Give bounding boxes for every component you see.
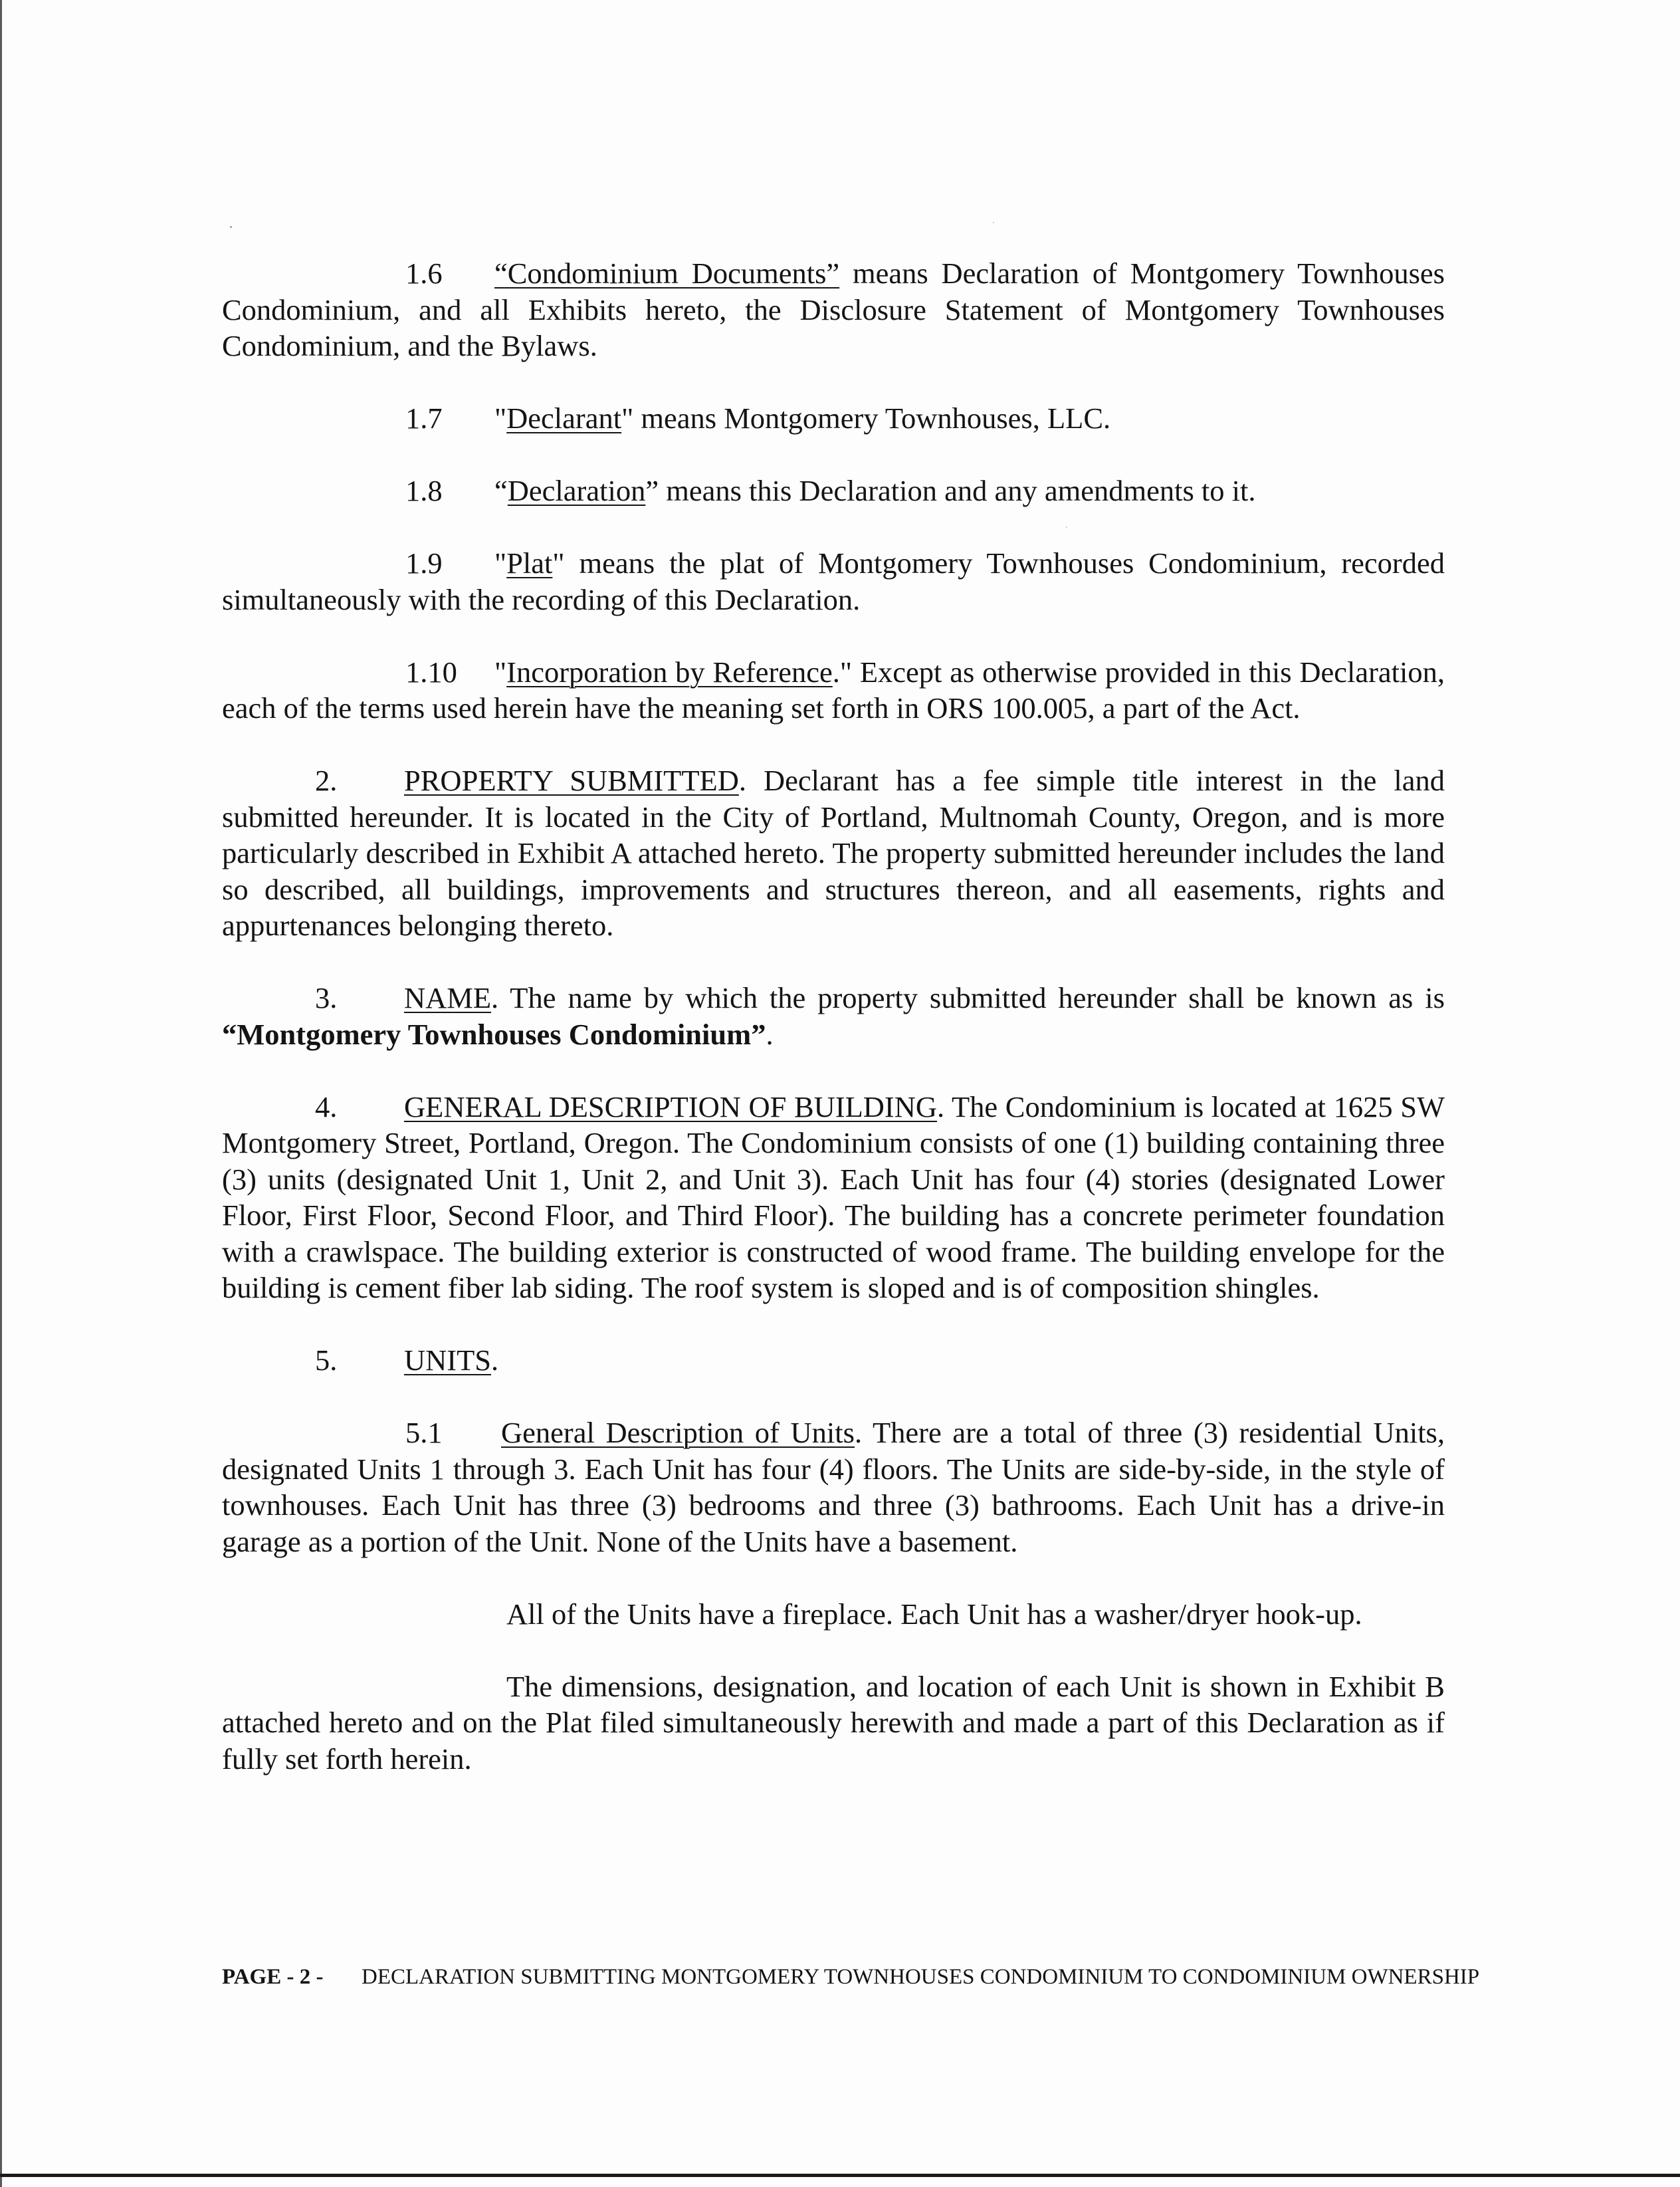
quote-mark: " [494,655,507,689]
section-text: . There are a total of three (3) residential Units, designated Units 1 through 3. Each Unit has four (4) floors. The Units are side-by-side, in the style of townhouses. Each Unit has three (3) bedrooms and three (3) bathrooms. Each Unit has a drive-in garage as a portion of the Unit. None of the Units have a basement. [222,1416,1445,1558]
section-text-end: . [766,1017,774,1051]
defined-term: Plat [506,546,553,580]
condominium-name: “Montgomery Townhouses Condominium” [222,1017,766,1051]
section-heading: UNITS [404,1343,492,1377]
section-text: " means Montgomery Townhouses, LLC. [621,402,1111,435]
scan-bottom-edge [0,2174,1680,2177]
section-3 [222,980,1445,1052]
section-heading: PROPERTY SUBMITTED [404,764,739,797]
defined-term: Incorporation by Reference [506,655,833,689]
defined-term: Declarant [506,402,622,435]
scan-speck [993,222,994,223]
footer-document-title: DECLARATION SUBMITTING MONTGOMERY TOWNHOUSES CONDOMINIUM TO CONDOMINIUM OWNERSHIP [362,1965,1480,1989]
quote-mark: “ [494,474,508,507]
section-number: 1.10 [405,655,457,689]
section-heading: General Description of Units [501,1416,855,1449]
section-5-1-para-3: The dimensions, designation, and location of each Unit is shown in Exhibit B attached hereto and on the Plat filed simultaneously herewith and made a part of this Declaration as if fully set forth herein. [222,1669,1445,1776]
section-1-10 [222,654,1445,727]
section-1-9 [222,545,1445,618]
section-number: 1.8 [405,474,443,507]
section-heading: NAME [404,981,492,1014]
page-number-label: PAGE - 2 - [222,1965,324,1989]
section-5-1 [222,1415,1445,1559]
section-number: 5.1 [405,1416,443,1449]
document-body [222,255,1445,1777]
section-1-6 [222,255,1445,364]
section-number: 4. [315,1090,338,1123]
section-number: 2. [315,764,338,797]
section-text: ." Except as otherwise provided in this Declaration, each of the terms used herein have the meaning set forth in ORS 100.005, a part of the Act. [222,655,1445,725]
section-text: . The name by which the property submitted hereunder shall be known as is [491,981,1445,1014]
section-number: 1.7 [405,402,443,435]
section-number: 1.6 [405,257,443,290]
section-number: 1.9 [405,546,443,580]
defined-term: “Condominium Documents” [494,257,840,290]
section-4 [222,1089,1445,1306]
section-text-end: . [491,1343,499,1377]
section-5 [222,1342,1445,1379]
section-1-8 [222,473,1445,509]
scan-speck [230,226,232,228]
section-text: . The Condominium is located at 1625 SW Montgomery Street, Portland, Oregon. The Condominium consists of one (1) building containing three (3) units (designated Unit 1, Unit 2, and Unit 3). Each Unit has four (4) stories (designated Lower Floor, First Floor, Second Floor, and Third Floor). The building has a concrete perimeter foundation with a crawlspace. The building exterior is constructed of wood frame. The building envelope for the building is cement fiber lab siding. The roof system is sloped and is of composition shingles. [222,1090,1445,1304]
section-5-1-para-2: All of the Units have a fireplace. Each Unit has a washer/dryer hook-up. [506,1597,1362,1631]
section-text: . Declarant has a fee simple title interest in the land submitted hereunder. It is located in the City of Portland, Multnomah County, Oregon, and is more particularly described in Exhibit A attached hereto. The property submitted hereunder includes the land so described, all buildings, improvements and structures thereon, and all easements, rights and appurtenances belonging thereto. [222,764,1445,942]
section-heading: GENERAL DESCRIPTION OF BUILDING [404,1090,938,1123]
quote-mark: " [494,546,507,580]
defined-term: Declaration [507,474,646,507]
section-1-7 [222,400,1445,437]
section-text: " means the plat of Montgomery Townhouses Condominium, recorded simultaneously with the recording of this Declaration. [222,546,1445,616]
section-2 [222,762,1445,944]
section-number: 3. [315,981,338,1014]
section-text: ” means this Declaration and any amendments to it. [645,474,1256,507]
quote-mark: " [494,402,507,435]
scan-left-edge [0,0,2,2187]
section-number: 5. [315,1343,338,1377]
section-text: means Declaration of Montgomery Townhouses Condominium, and all Exhibits hereto, the Disclosure Statement of Montgomery Townhouses Condominium, and the Bylaws. [222,257,1445,362]
